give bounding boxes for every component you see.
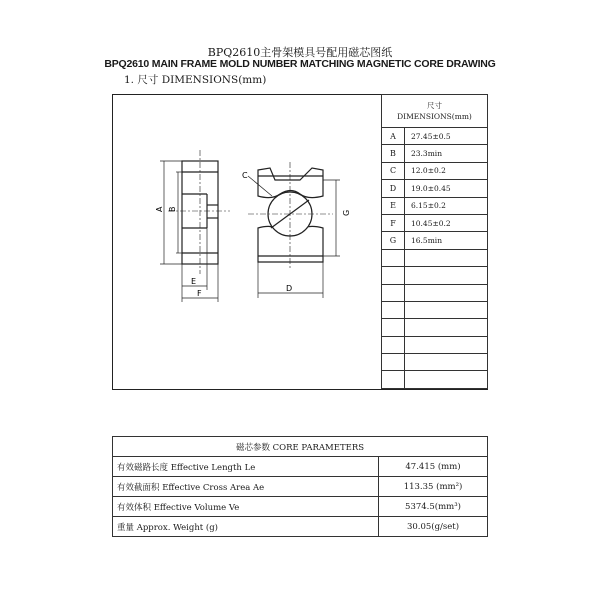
dimension-code: A [382, 128, 405, 145]
dimension-code: D [382, 180, 405, 197]
parameter-row [113, 477, 488, 497]
dimensions-table [381, 94, 488, 389]
dimension-row [382, 180, 488, 197]
dimension-row-empty [382, 249, 488, 266]
dimension-value: 23.3min [405, 145, 488, 162]
dimensions-header-cn: 尺寸 [427, 101, 442, 110]
dimension-row [382, 197, 488, 214]
core-front-view [258, 168, 323, 262]
dimension-row-empty [382, 371, 488, 388]
dimension-row-empty [382, 267, 488, 284]
label-F: F [197, 289, 202, 298]
dimension-value: 10.45±0.2 [405, 214, 488, 231]
dimension-code: G [382, 232, 405, 249]
label-C: C [242, 171, 248, 180]
parameter-label: 有效截面积 Effective Cross Area Ae [113, 477, 379, 497]
title-chinese: BPQ2610主骨架模具号配用磁芯图纸 [207, 46, 393, 59]
dimension-row-empty [382, 319, 488, 336]
section-heading: 1. 尺寸 DIMENSIONS(mm) [124, 74, 267, 86]
core-parameters-table [112, 436, 488, 537]
dimension-row [382, 232, 488, 249]
dimension-row-empty [382, 301, 488, 318]
dimension-row [382, 214, 488, 231]
dimension-value: 19.0±0.45 [405, 180, 488, 197]
core-side-view [168, 150, 230, 274]
dimension-row [382, 128, 488, 145]
parameter-row [113, 517, 488, 537]
dimension-code: B [382, 145, 405, 162]
dimension-code: F [382, 214, 405, 231]
dimension-row [382, 162, 488, 179]
dimension-value: 6.15±0.2 [405, 197, 488, 214]
parameter-label: 有效磁路长度 Effective Length Le [113, 457, 379, 477]
dimension-value: 16.5min [405, 232, 488, 249]
parameter-value: 30.05(g/set) [379, 517, 488, 537]
label-G: G [342, 209, 351, 216]
core-parameters-header-row [113, 437, 488, 457]
parameter-value: 5374.5(mm³) [379, 497, 488, 517]
dimension-code: C [382, 162, 405, 179]
label-E: E [191, 277, 197, 286]
parameter-value: 113.35 (mm²) [379, 477, 488, 497]
parameter-label: 有效体积 Effective Volume Ve [113, 497, 379, 517]
parameter-value: 47.415 (mm) [379, 457, 488, 477]
dimensions-header-row [382, 95, 488, 128]
dimension-row-empty [382, 284, 488, 301]
side-dimension-lines [160, 161, 218, 302]
dimension-row [382, 145, 488, 162]
dimension-row-empty [382, 354, 488, 371]
title-english: BPQ2610 MAIN FRAME MOLD NUMBER MATCHING MAGNETIC CORE DRAWING [104, 58, 496, 70]
parameter-row [113, 457, 488, 477]
label-B: B [168, 206, 177, 212]
parameter-label: 重量 Approx. Weight (g) [113, 517, 379, 537]
label-D: D [286, 284, 293, 293]
dimension-row-empty [382, 336, 488, 353]
dimensions-header [382, 95, 488, 128]
dimension-code: E [382, 197, 405, 214]
core-parameters-header: 磁芯参数 CORE PARAMETERS [113, 437, 488, 457]
parameter-row [113, 497, 488, 517]
dimensions-header-en: DIMENSIONS(mm) [397, 112, 472, 121]
dimension-value: 12.0±0.2 [405, 162, 488, 179]
label-A: A [155, 206, 164, 212]
dimension-value: 27.45±0.5 [405, 128, 488, 145]
